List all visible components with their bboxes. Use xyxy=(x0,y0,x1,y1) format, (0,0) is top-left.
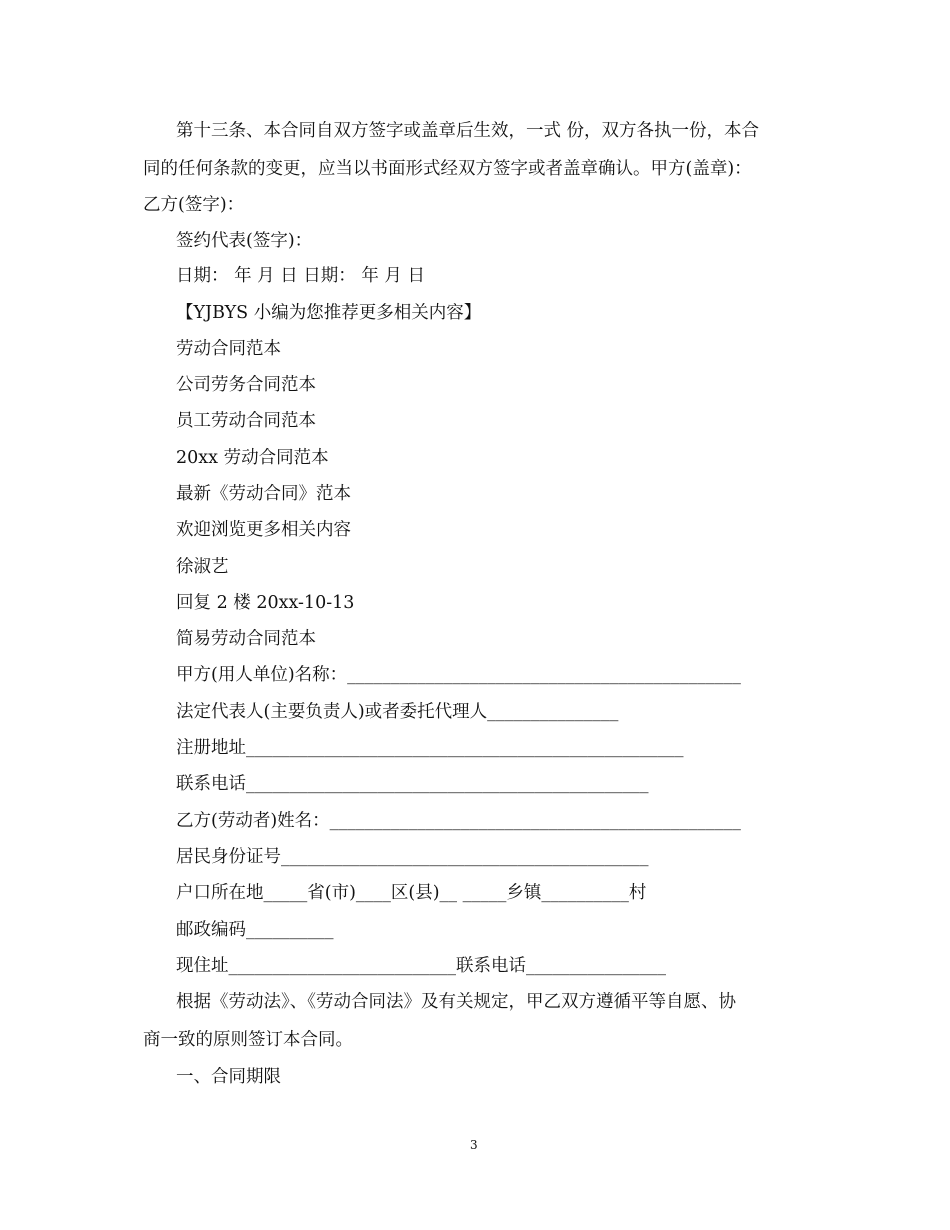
paragraph-line: 员工劳动合同范本 xyxy=(176,411,316,431)
form-field-line: 甲方(用人单位)名称：_____________________________________________ xyxy=(176,665,741,685)
paragraph-line: 根据《劳动法》、《劳动合同法》及有关规定，甲乙双方遵循平等自愿、协 xyxy=(176,992,736,1012)
paragraph-line: 回复 2 楼 20xx-10-13 xyxy=(176,593,355,613)
form-field-line: 现住址__________________________联系电话________________ xyxy=(176,956,666,976)
paragraph-line: 欢迎浏览更多相关内容 xyxy=(176,520,351,540)
paragraph-line: 乙方(签字)： xyxy=(143,195,245,215)
form-field-line: 乙方(劳动者)姓名：_______________________________________________ xyxy=(176,811,741,831)
form-field-line: 户口所在地_____省(市)____区(县)__ _____乡镇__________村 xyxy=(176,883,647,903)
paragraph-line: 【YJBYS 小编为您推荐更多相关内容】 xyxy=(176,303,482,323)
form-field-line: 法定代表人(主要负责人)或者委托代理人_______________ xyxy=(176,702,619,722)
paragraph-line: 公司劳务合同范本 xyxy=(176,375,316,395)
paragraph-line: 徐淑艺 xyxy=(176,557,229,577)
paragraph-line: 日期： 年 月 日 日期： 年 月 日 xyxy=(176,266,425,286)
paragraph-line: 商一致的原则签订本合同。 xyxy=(143,1030,353,1050)
form-field-line: 联系电话______________________________________________ xyxy=(176,774,649,794)
section-heading: 一、合同期限 xyxy=(176,1067,281,1087)
form-field-line: 居民身份证号__________________________________________ xyxy=(176,847,649,867)
paragraph-line: 简易劳动合同范本 xyxy=(176,629,316,649)
paragraph-line: 签约代表(签字)： xyxy=(176,231,313,251)
paragraph-line: 劳动合同范本 xyxy=(176,339,281,359)
paragraph-line: 同的任何条款的变更，应当以书面形式经双方签字或者盖章确认。甲方(盖章)： xyxy=(143,159,752,179)
paragraph-line: 20xx 劳动合同范本 xyxy=(176,448,329,468)
page-number: 3 xyxy=(470,1138,478,1152)
form-field-line: 邮政编码__________ xyxy=(176,920,334,940)
paragraph-line: 最新《劳动合同》范本 xyxy=(176,484,351,504)
paragraph-line: 第十三条、本合同自双方签字或盖章后生效，一式 份，双方各执一份，本合 xyxy=(176,121,760,141)
form-field-line: 注册地址__________________________________________________ xyxy=(176,738,684,758)
